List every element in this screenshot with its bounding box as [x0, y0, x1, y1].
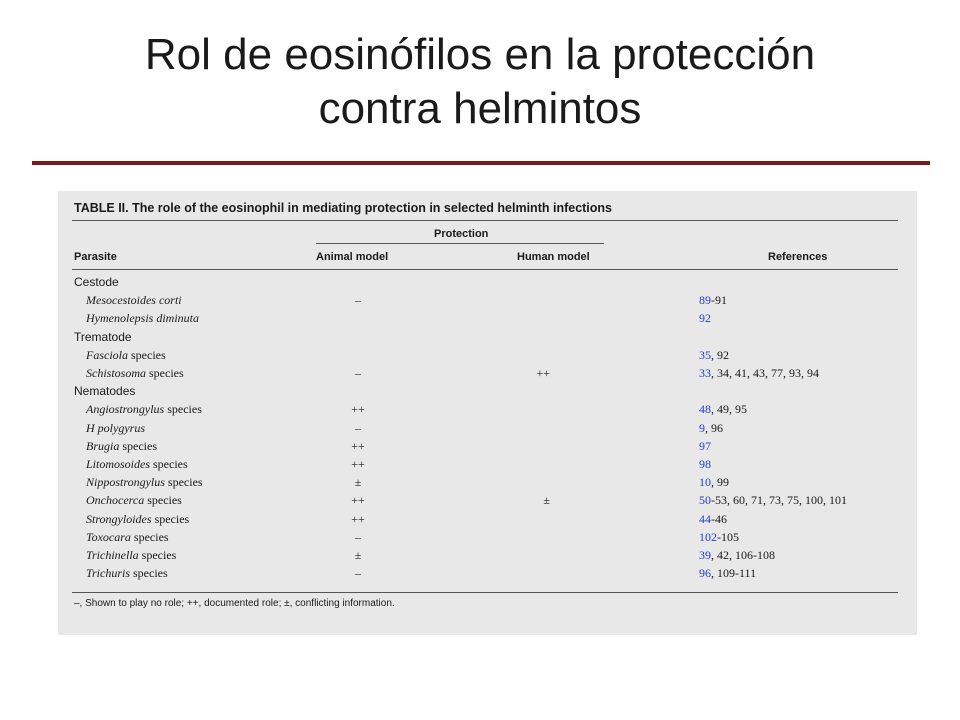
reference-link[interactable]: 39 — [699, 548, 711, 562]
animal-model-value: ++ — [351, 511, 365, 526]
reference-rest: , 99 — [711, 475, 729, 490]
parasite-suffix: species — [119, 438, 157, 453]
references-cell — [699, 566, 756, 581]
parasite-genus: H polygyrus — [86, 420, 145, 435]
table-row — [58, 311, 917, 329]
parasite-genus: Fasciola — [86, 347, 128, 362]
animal-model-value: ++ — [351, 493, 365, 508]
human-model-value: ± — [543, 493, 550, 508]
parasite-name — [86, 548, 176, 563]
parasite-genus: Trichinella — [86, 548, 139, 562]
table-row — [58, 421, 917, 439]
column-header-animal-model: Animal model — [316, 251, 389, 263]
parasite-genus: Angiostrongylus — [86, 402, 165, 417]
reference-rest: , 42, 106-108 — [711, 548, 775, 562]
table-figure — [58, 191, 917, 635]
reference-rest: -53, 60, 71, 73, 75, 100, 101 — [711, 493, 847, 508]
animal-model-value: – — [355, 529, 361, 544]
references-cell — [699, 439, 711, 454]
references-cell — [699, 512, 727, 527]
table-group-row — [58, 330, 917, 348]
parasite-suffix: species — [164, 475, 203, 490]
table-row — [58, 530, 917, 548]
references-cell — [699, 402, 747, 417]
table-row — [58, 566, 917, 584]
slide-title — [0, 28, 960, 136]
animal-model-value: ± — [354, 548, 362, 562]
reference-link[interactable]: 33 — [699, 366, 711, 380]
column-header-parasite: Parasite — [74, 251, 117, 263]
animal-model-value: ± — [354, 475, 362, 490]
parasite-suffix: species — [130, 566, 168, 581]
reference-link[interactable]: 98 — [699, 457, 711, 471]
references-cell — [699, 311, 711, 326]
references-cell — [699, 548, 775, 563]
parasite-name — [86, 293, 182, 308]
protection-header-rule — [316, 243, 604, 244]
table-row — [58, 439, 917, 457]
table-bottom-rule — [72, 592, 898, 593]
reference-link[interactable]: 92 — [699, 311, 711, 326]
table-row — [58, 475, 917, 493]
reference-link[interactable]: 96 — [699, 566, 711, 581]
parasite-genus: Nippostrongylus — [86, 475, 165, 490]
reference-rest: , 34, 41, 43, 77, 93, 94 — [711, 366, 819, 380]
animal-model-value: ++ — [351, 457, 365, 471]
references-cell — [699, 293, 727, 308]
animal-model-value: ++ — [351, 438, 365, 453]
parasite-genus: Onchocerca — [86, 493, 145, 508]
references-cell — [699, 421, 723, 436]
protection-group-header: Protection — [434, 228, 489, 240]
table-row — [58, 548, 917, 566]
slide-title-line-1: Rol de eosinófilos en la protección — [144, 30, 816, 79]
table-group-row — [58, 384, 917, 402]
table-top-rule — [72, 220, 898, 221]
column-header-references: References — [768, 251, 828, 263]
table-row — [58, 366, 917, 384]
parasite-suffix: species — [151, 511, 190, 526]
reference-rest: -46 — [711, 511, 727, 526]
header-bottom-rule — [72, 269, 898, 270]
reference-rest: , 96 — [705, 420, 723, 435]
column-header-human-model: Human model — [517, 251, 590, 263]
reference-rest: -105 — [717, 529, 739, 544]
parasite-name — [86, 512, 189, 527]
animal-model-value: – — [355, 293, 361, 308]
table-row — [58, 348, 917, 366]
parasite-name — [86, 402, 202, 417]
slide-title-line-2: contra helmintos — [318, 84, 642, 133]
reference-link[interactable]: 89 — [699, 293, 711, 308]
parasite-suffix: species — [130, 529, 169, 544]
animal-model-value: – — [355, 366, 361, 380]
group-label: Trematode — [74, 329, 132, 344]
reference-link[interactable]: 50 — [699, 493, 711, 508]
animal-model-value: ++ — [351, 402, 365, 417]
parasite-suffix: species — [164, 402, 202, 417]
parasite-genus: Strongyloides — [86, 511, 152, 526]
table-row — [58, 402, 917, 420]
reference-rest: , 49, 95 — [711, 402, 747, 417]
reference-rest: , 92 — [711, 347, 729, 362]
references-cell — [699, 348, 729, 363]
parasite-name — [86, 366, 184, 381]
parasite-name — [86, 439, 157, 454]
group-label: Cestode — [74, 275, 119, 289]
animal-model-value: – — [355, 420, 361, 435]
parasite-genus: Brugia — [86, 438, 120, 453]
reference-link[interactable]: 97 — [699, 438, 711, 453]
references-cell — [699, 366, 819, 381]
parasite-genus: Trichuris — [86, 566, 131, 581]
animal-model-value: – — [355, 566, 361, 581]
human-model-cell — [536, 366, 564, 381]
parasite-suffix: species — [144, 493, 182, 508]
parasite-name — [86, 457, 188, 472]
references-cell — [699, 457, 711, 472]
parasite-genus: Schistosoma — [86, 366, 146, 380]
references-cell — [699, 493, 847, 508]
table-caption: TABLE II. The role of the eosinophil in mediating protection in selected helminth infections — [74, 201, 613, 215]
table-row — [58, 457, 917, 475]
parasite-genus: Litomosoides — [86, 457, 151, 471]
parasite-name — [86, 348, 166, 363]
reference-link[interactable]: 9 — [699, 420, 705, 435]
human-model-value: ++ — [536, 366, 551, 380]
table-row — [58, 512, 917, 530]
reference-link[interactable]: 48 — [699, 402, 711, 417]
parasite-name — [86, 311, 199, 326]
reference-rest: , 109-111 — [711, 566, 757, 581]
reference-link[interactable]: 10 — [699, 475, 711, 490]
parasite-genus: Hymenolepsis diminuta — [86, 311, 199, 326]
reference-link[interactable]: 44 — [699, 511, 711, 526]
parasite-genus: Toxocara — [86, 529, 131, 544]
parasite-genus: Mesocestoides corti — [86, 293, 182, 308]
references-cell — [699, 530, 739, 545]
table-footnote: –, Shown to play no role; ++, documented role; ±, conflicting information. — [74, 598, 395, 609]
parasite-suffix: species — [150, 457, 188, 471]
reference-link[interactable]: 102 — [699, 529, 717, 544]
parasite-name — [86, 530, 169, 545]
table-row — [58, 493, 917, 511]
reference-rest: -91 — [711, 293, 727, 308]
title-divider — [32, 161, 930, 165]
parasite-suffix: species — [146, 366, 184, 380]
references-cell — [699, 475, 729, 490]
parasite-name — [86, 566, 168, 581]
table-row — [58, 293, 917, 311]
human-model-cell — [543, 493, 557, 508]
table-group-row — [58, 275, 917, 293]
reference-link[interactable]: 35 — [699, 347, 711, 362]
parasite-suffix: species — [138, 548, 177, 562]
parasite-suffix: species — [128, 347, 166, 362]
parasite-name — [86, 421, 145, 436]
parasite-name — [86, 493, 182, 508]
group-label: Nematodes — [74, 384, 136, 399]
parasite-name — [86, 475, 203, 490]
